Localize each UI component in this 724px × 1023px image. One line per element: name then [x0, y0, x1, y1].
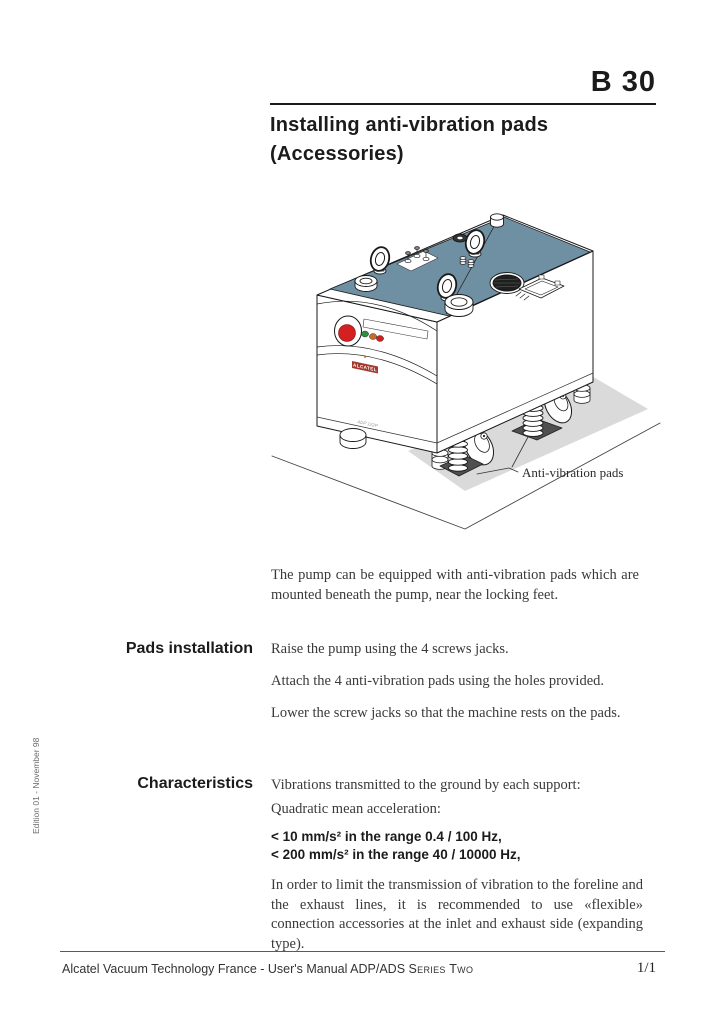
doc-ref: B 30	[590, 66, 656, 98]
page-title	[270, 111, 548, 169]
spec-range-low: < 10 mm/s² in the range 0.4 / 100 Hz,	[271, 829, 502, 844]
indicator-light-amber	[369, 334, 376, 340]
logo-dot	[364, 356, 366, 358]
vibration-note-paragraph: In order to limit the transmission of vibration to the foreline and the exhaust lines, it is recommended to use «flexible» connection accessories at the inlet and exhaust side (expanding type).	[271, 877, 643, 952]
pump-figure	[260, 185, 700, 535]
page-number: 1/1	[636, 960, 656, 976]
footer-manual-title: Alcatel Vacuum Technology France - User's Manual ADP/ADS	[62, 962, 406, 976]
vent-grille	[490, 273, 524, 294]
step-attach-pads: Attach the 4 anti-vibration pads using the holes provided.	[271, 673, 605, 689]
exhaust-port	[491, 214, 504, 227]
footer-rule	[60, 951, 665, 952]
pump-illustration	[260, 185, 700, 535]
locking-foot	[340, 429, 366, 449]
side-flange	[355, 276, 377, 292]
step-raise-pump: Raise the pump using the 4 screws jacks.	[271, 641, 509, 657]
pump-model-label: ADP 122P	[356, 419, 379, 429]
section-heading-characteristics: Characteristics	[137, 775, 253, 792]
footer	[62, 962, 473, 976]
indicator-light-red	[376, 336, 383, 342]
edition-note: Edition 01 - November 98	[31, 737, 41, 834]
step-lower-jacks: Lower the screw jacks so that the machine rests on the pads.	[271, 705, 621, 721]
footer-series-label: Series Two	[408, 962, 474, 976]
svg-text:ALCATEL: ALCATEL	[353, 362, 377, 373]
figure-caption: Anti-vibration pads	[522, 465, 624, 480]
inlet-flange	[445, 295, 473, 317]
indicator-light-green	[361, 331, 368, 337]
power-button	[339, 325, 356, 342]
page-title-line2: (Accessories)	[270, 143, 404, 165]
page-title-line1: Installing anti-vibration pads	[270, 114, 549, 136]
spec-range-high: < 200 mm/s² in the range 40 / 10000 Hz,	[271, 847, 521, 862]
intro-paragraph: The pump can be equipped with anti-vibration pads which are mounted beneath the pump, near the locking feet.	[271, 567, 639, 603]
characteristics-line-vibrations: Vibrations transmitted to the ground by each support:	[271, 777, 581, 793]
characteristics-line-acceleration: Quadratic mean acceleration:	[271, 801, 441, 817]
dark-clamp	[453, 234, 467, 242]
header-rule	[270, 103, 656, 105]
section-heading-pads-installation: Pads installation	[125, 640, 253, 657]
